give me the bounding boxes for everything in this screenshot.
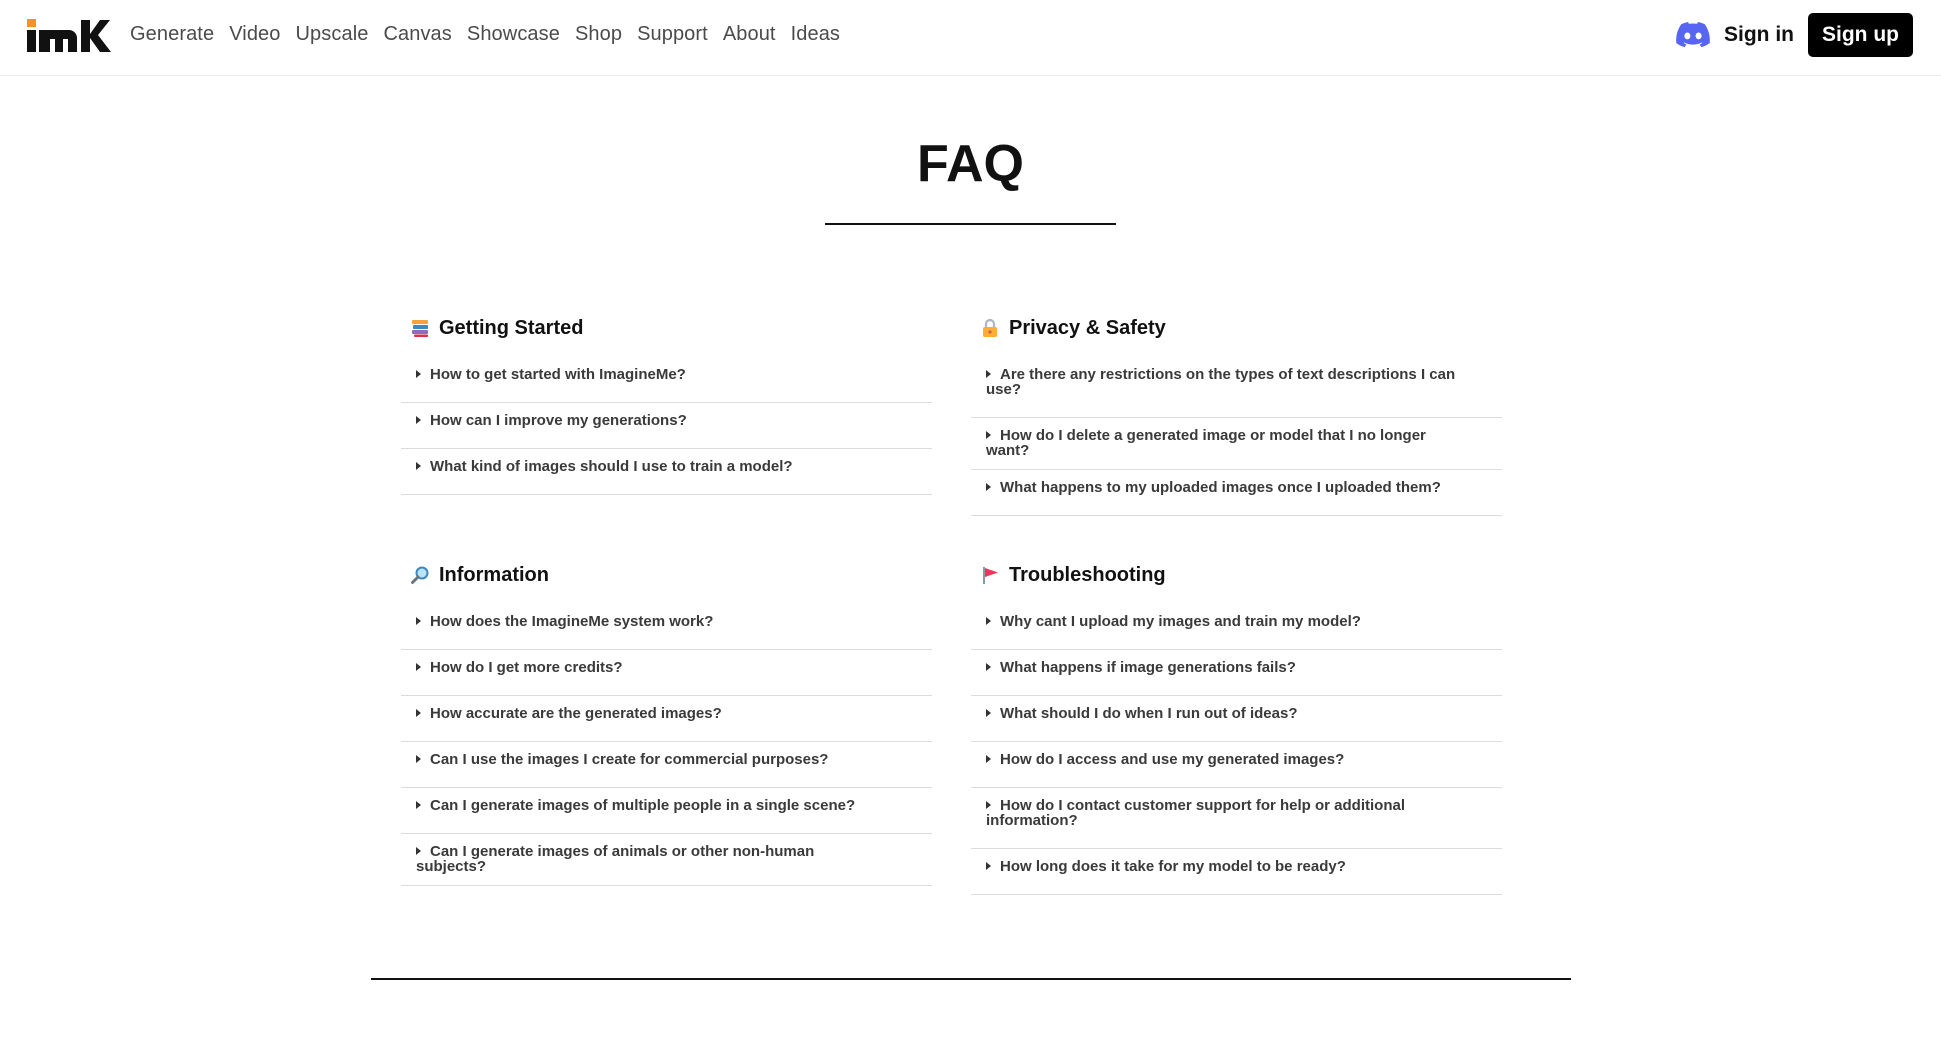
nav-about[interactable]: About: [722, 22, 776, 45]
magnifier-icon: [409, 564, 431, 586]
faq-section-getting-started: [401, 313, 932, 495]
faq-item[interactable]: Are there any restrictions on the types of text descriptions I can use?: [971, 357, 1502, 418]
title-divider: [825, 223, 1116, 225]
nav-canvas[interactable]: Canvas: [383, 22, 452, 45]
footer-divider: [371, 978, 1571, 980]
faq-section-information: [401, 560, 932, 886]
discord-icon[interactable]: [1676, 22, 1710, 48]
section-header: [401, 560, 932, 590]
nav-support[interactable]: Support: [637, 22, 708, 45]
faq-item[interactable]: How do I access and use my generated images?: [971, 742, 1502, 788]
faq-item[interactable]: Can I use the images I create for commercial purposes?: [401, 742, 932, 788]
faq-section-troubleshooting: [971, 560, 1502, 895]
faq-item[interactable]: Can I generate images of multiple people in a single scene?: [401, 788, 932, 834]
faq-item[interactable]: Why cant I upload my images and train my model?: [971, 604, 1502, 650]
expand-caret-icon: [986, 862, 991, 870]
expand-caret-icon: [986, 617, 991, 625]
expand-caret-icon: [416, 755, 421, 763]
nav-upscale[interactable]: Upscale: [295, 22, 369, 45]
section-header: [971, 560, 1502, 590]
main-nav: [130, 0, 840, 68]
faq-item[interactable]: What should I do when I run out of ideas?: [971, 696, 1502, 742]
page-title: FAQ: [917, 135, 1024, 193]
faq-item[interactable]: How can I improve my generations?: [401, 403, 932, 449]
nav-shop[interactable]: Shop: [574, 22, 623, 45]
expand-caret-icon: [416, 462, 421, 470]
expand-caret-icon: [986, 709, 991, 717]
expand-caret-icon: [416, 709, 421, 717]
lock-icon: [979, 317, 1001, 339]
sign-up-button[interactable]: Sign up: [1808, 13, 1913, 57]
section-title: Troubleshooting: [1009, 563, 1166, 586]
faq-item[interactable]: What kind of images should I use to train a model?: [401, 449, 932, 495]
expand-caret-icon: [986, 483, 991, 491]
faq-item[interactable]: How long does it take for my model to be ready?: [971, 849, 1502, 895]
expand-caret-icon: [416, 801, 421, 809]
nav-video[interactable]: Video: [229, 22, 281, 45]
faq-item[interactable]: Can I generate images of animals or other non-human subjects?: [401, 834, 932, 886]
nav-showcase[interactable]: Showcase: [466, 22, 560, 45]
imagineme-logo[interactable]: [27, 17, 111, 53]
section-title: Information: [439, 563, 549, 586]
faq-item[interactable]: How do I contact customer support for help or additional information?: [971, 788, 1502, 849]
faq-item[interactable]: What happens if image generations fails?: [971, 650, 1502, 696]
expand-caret-icon: [986, 370, 991, 378]
faq-item[interactable]: How accurate are the generated images?: [401, 696, 932, 742]
expand-caret-icon: [986, 755, 991, 763]
expand-caret-icon: [986, 663, 991, 671]
sign-in-link[interactable]: Sign in: [1724, 23, 1794, 46]
books-icon: [409, 317, 431, 339]
faq-item[interactable]: How does the ImagineMe system work?: [401, 604, 932, 650]
section-header: [971, 313, 1502, 343]
section-title: Getting Started: [439, 316, 584, 339]
faq-item[interactable]: What happens to my uploaded images once I uploaded them?: [971, 470, 1502, 516]
expand-caret-icon: [416, 370, 421, 378]
expand-caret-icon: [986, 431, 991, 439]
faq-item[interactable]: How do I delete a generated image or model that I no longer want?: [971, 418, 1502, 470]
section-title: Privacy & Safety: [1009, 316, 1166, 339]
expand-caret-icon: [416, 617, 421, 625]
top-navbar: [0, 0, 1941, 76]
section-header: [401, 313, 932, 343]
nav-ideas[interactable]: Ideas: [790, 22, 841, 45]
expand-caret-icon: [416, 663, 421, 671]
faq-item[interactable]: How to get started with ImagineMe?: [401, 357, 932, 403]
expand-caret-icon: [416, 416, 421, 424]
red-flag-icon: [979, 564, 1001, 586]
faq-section-privacy-safety: [971, 313, 1502, 516]
faq-item[interactable]: How do I get more credits?: [401, 650, 932, 696]
expand-caret-icon: [416, 847, 421, 855]
nav-generate[interactable]: Generate: [130, 22, 215, 45]
expand-caret-icon: [986, 801, 991, 809]
auth-area: [1676, 13, 1913, 57]
